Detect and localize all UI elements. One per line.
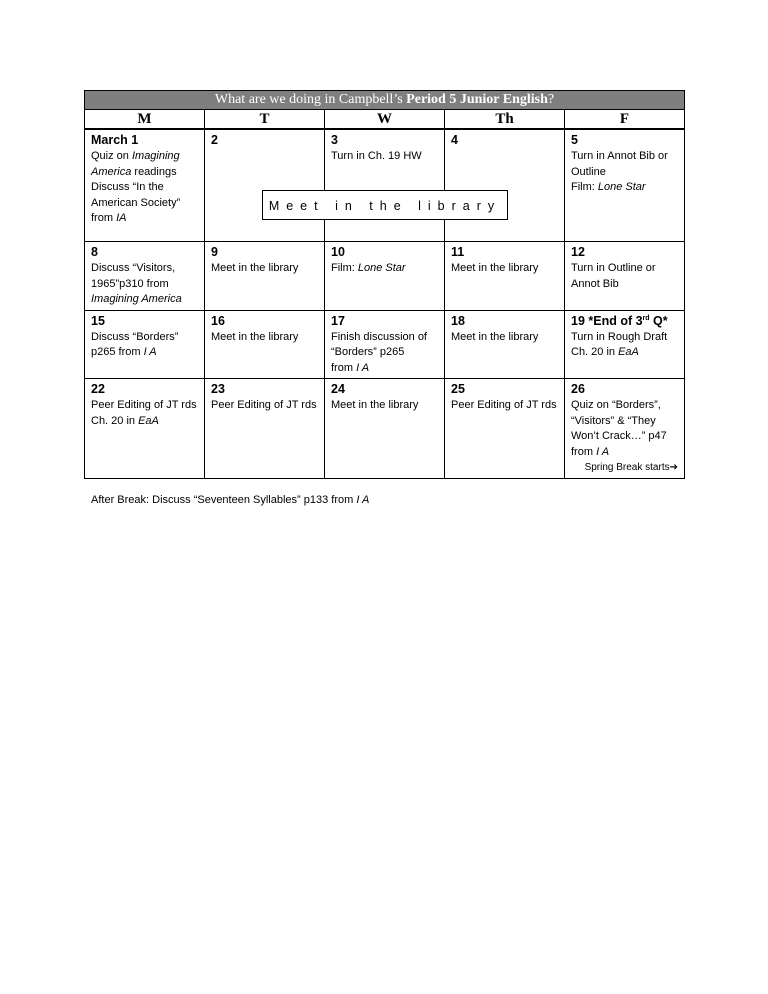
cell-text: “Borders” p265 [331, 346, 405, 358]
day-cell [205, 242, 325, 311]
ordinal-superscript: rd [642, 314, 650, 322]
day-cell [85, 379, 205, 479]
cell-text-italic: EaA [138, 414, 159, 427]
cell-text: Turn in Outline or [571, 262, 656, 274]
cell-text: Turn in Rough Draft [571, 330, 668, 343]
cell-text-italic: I A [356, 361, 370, 374]
day-number: 12 [571, 245, 585, 259]
day-number: 2 [211, 133, 218, 147]
calendar-title [85, 91, 685, 110]
week-row [85, 129, 685, 242]
cell-text: p265 from [91, 346, 144, 358]
day-header-mon: M [85, 110, 205, 130]
day-number [571, 313, 678, 330]
day-cell [325, 379, 445, 479]
cell-text: 1965”p310 from [91, 277, 169, 290]
day-cell [445, 129, 565, 242]
day-number: 8 [91, 245, 98, 259]
cell-text-italic: IA [116, 212, 127, 224]
cell-text-italic: Lone Star [357, 262, 406, 274]
title-bold: Period 5 Junior English [406, 92, 548, 107]
cell-text: Film: [571, 181, 598, 193]
day-number: 9 [211, 245, 218, 259]
cell-text: from [571, 445, 597, 458]
day-number-text: 19 *End of 3 [571, 313, 643, 328]
week-row [85, 379, 685, 479]
day-number: 10 [331, 245, 345, 259]
cell-text-italic: Imagining America [91, 293, 182, 305]
day-header-thu: Th [445, 110, 565, 130]
title-prefix: What are we doing in Campbell’s [214, 92, 407, 107]
week-row [85, 310, 685, 379]
day-number: 26 [571, 382, 585, 396]
cell-text-italic: I A [596, 445, 610, 458]
spring-break-text: Spring Break starts [584, 462, 670, 473]
after-break-text: After Break: Discuss “Seventeen Syllables” p133 from [91, 494, 357, 506]
cell-text: Meet in the library [211, 330, 299, 343]
arrow-right-icon: ➔ [669, 462, 678, 473]
cell-text: Quiz on [91, 150, 132, 162]
cell-text: Discuss “Visitors, [91, 262, 176, 274]
day-header-row [85, 110, 685, 130]
cell-text-italic: I A [143, 346, 157, 358]
cell-text: Peer Editing of JT rds [211, 399, 317, 411]
week-row [85, 242, 685, 311]
day-cell [565, 310, 685, 379]
day-header-wed: W [325, 110, 445, 130]
cell-text: Annot Bib [571, 277, 619, 290]
day-number: 22 [91, 382, 105, 396]
cell-text-italic: Imagining [131, 150, 180, 162]
day-number: 23 [211, 382, 225, 396]
day-number: 17 [331, 313, 345, 328]
cell-text: Meet in the library [451, 262, 539, 274]
day-number: 24 [331, 382, 345, 396]
day-number-suffix: Q* [649, 313, 668, 328]
cell-text: from [91, 212, 117, 224]
cell-text: Turn in Ch. 19 HW [331, 150, 422, 162]
cell-text: American Society” [91, 196, 181, 209]
cell-text: Meet in the library [211, 262, 299, 274]
cell-text: from [331, 361, 357, 374]
day-cell [325, 310, 445, 379]
day-cell [565, 129, 685, 242]
day-cell [85, 310, 205, 379]
day-number: 3 [331, 133, 338, 147]
title-row [85, 91, 685, 110]
day-cell [205, 129, 325, 242]
cell-text: Meet in the library [331, 399, 419, 411]
cell-text: Won’t Crack…” p47 [571, 430, 667, 442]
cell-text: Ch. 20 in [91, 414, 139, 427]
day-number: 18 [451, 313, 465, 328]
day-cell [205, 379, 325, 479]
day-cell [85, 129, 205, 242]
day-cell [325, 129, 445, 242]
cell-text: Discuss “In the [91, 181, 164, 193]
cell-text: Outline [571, 165, 606, 178]
day-number: March 1 [91, 133, 139, 147]
cell-text: Peer Editing of JT rds [451, 399, 557, 411]
day-header-fri: F [565, 110, 685, 130]
day-cell [445, 310, 565, 379]
cell-text: Discuss “Borders” [91, 330, 179, 343]
cell-text: readings [131, 165, 177, 178]
day-number: 15 [91, 313, 105, 328]
cell-text: Peer Editing of JT rds [91, 399, 197, 411]
day-cell [565, 379, 685, 479]
title-suffix: ? [547, 92, 555, 107]
cell-text-italic: America [91, 165, 132, 178]
cell-text: Turn in Annot Bib or [571, 150, 668, 162]
day-header-tue: T [205, 110, 325, 130]
day-number: 4 [451, 133, 458, 147]
day-number: 25 [451, 382, 465, 396]
cell-text-italic: Lone Star [597, 181, 646, 193]
cell-text: Film: [331, 262, 358, 274]
cell-text: Quiz on “Borders”, [571, 399, 661, 411]
day-cell [445, 379, 565, 479]
cell-text: Meet in the library [451, 330, 539, 343]
day-cell [325, 242, 445, 311]
cell-text-italic: EaA [618, 346, 639, 358]
day-number: 11 [451, 245, 465, 259]
after-break-italic: I A [356, 494, 370, 506]
calendar-table [84, 90, 685, 479]
day-number: 16 [211, 313, 225, 328]
cell-text: Finish discussion of [331, 330, 427, 343]
day-cell [565, 242, 685, 311]
cell-text: Ch. 20 in [571, 346, 619, 358]
day-number: 5 [571, 133, 578, 147]
day-cell [85, 242, 205, 311]
day-cell [445, 242, 565, 311]
library-banner: Meet in the library [262, 190, 508, 220]
after-break-note [91, 494, 369, 506]
spring-break-note [571, 460, 678, 476]
cell-text: “Visitors” & “They [571, 414, 656, 427]
day-cell [205, 310, 325, 379]
